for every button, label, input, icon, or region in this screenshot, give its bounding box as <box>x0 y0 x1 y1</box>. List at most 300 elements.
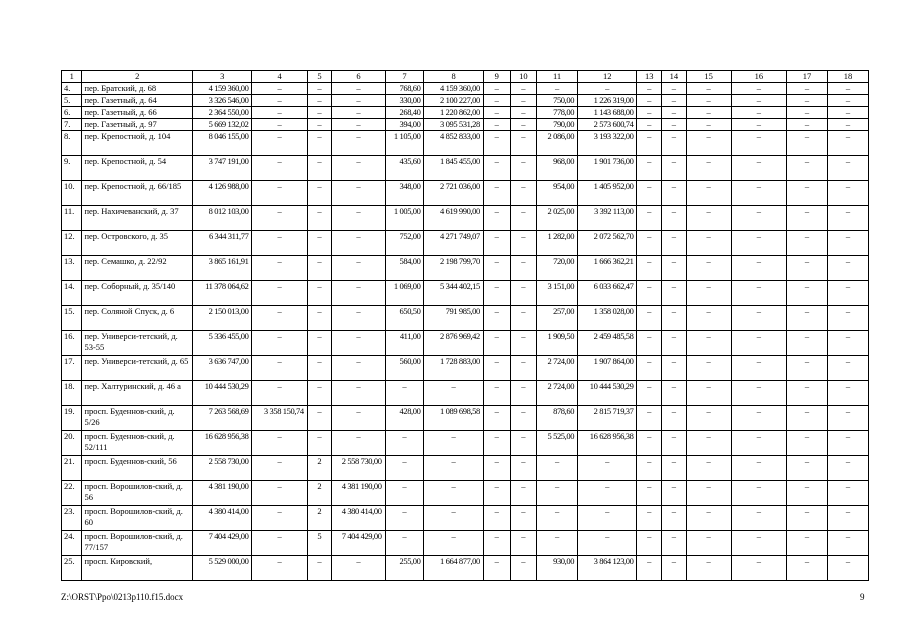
value-cell: – <box>786 95 827 107</box>
header-cell: 14 <box>662 71 687 83</box>
value-cell: – <box>637 83 662 95</box>
row-number-cell: 14. <box>62 281 82 306</box>
value-cell: 1 282,00 <box>537 231 578 256</box>
value-cell: – <box>786 131 827 156</box>
row-number-cell: 25. <box>62 556 82 581</box>
value-cell: 4 852 833,00 <box>424 131 483 156</box>
table-row <box>62 231 869 256</box>
header-cell: 3 <box>193 71 252 83</box>
value-cell: – <box>686 406 731 431</box>
value-cell: – <box>731 95 786 107</box>
header-cell: 2 <box>82 71 193 83</box>
value-cell: – <box>662 356 687 381</box>
value-cell: – <box>510 356 537 381</box>
value-cell: – <box>686 83 731 95</box>
value-cell: 954,00 <box>537 181 578 206</box>
value-cell: – <box>483 156 510 181</box>
value-cell: 3 193 322,00 <box>578 131 637 156</box>
value-cell: – <box>786 381 827 406</box>
value-cell: – <box>731 156 786 181</box>
value-cell: – <box>578 481 637 506</box>
value-cell: 2 815 719,37 <box>578 406 637 431</box>
header-cell: 17 <box>786 71 827 83</box>
value-cell: – <box>731 481 786 506</box>
value-cell: – <box>662 406 687 431</box>
address-cell: просп. Ворошилов-ский, д. 60 <box>82 506 193 531</box>
value-cell: – <box>510 381 537 406</box>
value-cell: – <box>307 306 332 331</box>
value-cell: – <box>637 181 662 206</box>
value-cell: – <box>307 356 332 381</box>
value-cell: – <box>731 119 786 131</box>
value-cell: – <box>483 431 510 456</box>
value-cell: – <box>786 556 827 581</box>
value-cell: 2 100 227,00 <box>424 95 483 107</box>
value-cell: 16 628 956,38 <box>578 431 637 456</box>
value-cell: – <box>731 231 786 256</box>
value-cell: 435,60 <box>385 156 424 181</box>
table-row <box>62 281 869 306</box>
value-cell: – <box>483 131 510 156</box>
row-number-cell: 13. <box>62 256 82 281</box>
value-cell: – <box>686 456 731 481</box>
value-cell: – <box>662 481 687 506</box>
value-cell: – <box>332 431 385 456</box>
address-cell: пер. Газетный, д. 64 <box>82 95 193 107</box>
value-cell: – <box>332 131 385 156</box>
value-cell: – <box>307 206 332 231</box>
value-cell: 2 558 730,00 <box>332 456 385 481</box>
value-cell: 2 072 562,70 <box>578 231 637 256</box>
value-cell: – <box>686 156 731 181</box>
value-cell: – <box>332 156 385 181</box>
header-cell: 13 <box>637 71 662 83</box>
table-row <box>62 481 869 506</box>
value-cell: – <box>637 306 662 331</box>
value-cell: 2 573 600,74 <box>578 119 637 131</box>
value-cell: – <box>578 83 637 95</box>
value-cell: – <box>786 256 827 281</box>
value-cell: 2 <box>307 481 332 506</box>
value-cell: 2 150 013,00 <box>193 306 252 331</box>
address-cell: пер. Крепостной, д. 104 <box>82 131 193 156</box>
row-number-cell: 24. <box>62 531 82 556</box>
value-cell: – <box>637 406 662 431</box>
address-cell: просп. Кировский, <box>82 556 193 581</box>
row-number-cell: 10. <box>62 181 82 206</box>
address-cell: просп. Ворошилов-ский, д. 77/157 <box>82 531 193 556</box>
value-cell: – <box>332 281 385 306</box>
value-cell: – <box>332 556 385 581</box>
value-cell: – <box>252 181 307 206</box>
value-cell: – <box>662 181 687 206</box>
value-cell: 7 404 429,00 <box>193 531 252 556</box>
address-cell: пер. Островского, д. 35 <box>82 231 193 256</box>
value-cell: – <box>827 181 868 206</box>
value-cell: – <box>731 331 786 356</box>
value-cell: 1 901 736,00 <box>578 156 637 181</box>
header-cell: 18 <box>827 71 868 83</box>
row-number-cell: 18. <box>62 381 82 406</box>
value-cell: 5 529 000,00 <box>193 556 252 581</box>
value-cell: – <box>510 431 537 456</box>
value-cell: – <box>510 556 537 581</box>
value-cell: – <box>731 381 786 406</box>
value-cell: – <box>637 107 662 119</box>
value-cell: – <box>662 231 687 256</box>
value-cell: – <box>510 406 537 431</box>
value-cell: – <box>537 83 578 95</box>
value-cell: – <box>786 119 827 131</box>
value-cell: – <box>786 431 827 456</box>
value-cell: – <box>686 231 731 256</box>
value-cell: 5 669 132,02 <box>193 119 252 131</box>
address-cell: пер. Газетный, д. 66 <box>82 107 193 119</box>
value-cell: 6 033 662,47 <box>578 281 637 306</box>
value-cell: – <box>731 107 786 119</box>
value-cell: – <box>637 131 662 156</box>
value-cell: – <box>662 456 687 481</box>
value-cell: – <box>686 506 731 531</box>
value-cell: – <box>307 556 332 581</box>
value-cell: – <box>385 456 424 481</box>
value-cell: 3 326 546,00 <box>193 95 252 107</box>
address-cell: просп. Буденнов-ский, 56 <box>82 456 193 481</box>
header-cell: 12 <box>578 71 637 83</box>
header-cell: 6 <box>332 71 385 83</box>
table-row <box>62 381 869 406</box>
value-cell: – <box>483 256 510 281</box>
value-cell: – <box>252 119 307 131</box>
value-cell: – <box>483 231 510 256</box>
value-cell: – <box>483 181 510 206</box>
value-cell: – <box>483 481 510 506</box>
value-cell: 1 220 862,00 <box>424 107 483 119</box>
value-cell: – <box>537 531 578 556</box>
address-cell: пер. Халтуринский, д. 46 а <box>82 381 193 406</box>
value-cell: – <box>332 306 385 331</box>
value-cell: – <box>483 506 510 531</box>
address-cell: пер. Газетный, д. 97 <box>82 119 193 131</box>
value-cell: – <box>252 431 307 456</box>
value-cell: – <box>827 83 868 95</box>
value-cell: 1 143 688,00 <box>578 107 637 119</box>
value-cell: – <box>686 256 731 281</box>
value-cell: – <box>731 431 786 456</box>
value-cell: 2 724,00 <box>537 356 578 381</box>
value-cell: – <box>332 95 385 107</box>
value-cell: 4 271 749,07 <box>424 231 483 256</box>
value-cell: 1 069,00 <box>385 281 424 306</box>
value-cell: – <box>307 181 332 206</box>
row-number-cell: 11. <box>62 206 82 231</box>
value-cell: – <box>637 331 662 356</box>
value-cell: – <box>637 95 662 107</box>
value-cell: – <box>686 531 731 556</box>
value-cell: – <box>827 531 868 556</box>
value-cell: – <box>483 83 510 95</box>
value-cell: 930,00 <box>537 556 578 581</box>
value-cell: – <box>637 431 662 456</box>
value-cell: 8 012 103,00 <box>193 206 252 231</box>
header-cell: 16 <box>731 71 786 83</box>
value-cell: – <box>827 107 868 119</box>
value-cell: 348,00 <box>385 181 424 206</box>
value-cell: – <box>483 95 510 107</box>
value-cell: – <box>637 381 662 406</box>
value-cell: 560,00 <box>385 356 424 381</box>
value-cell: – <box>786 206 827 231</box>
value-cell: 394,00 <box>385 119 424 131</box>
value-cell: – <box>662 256 687 281</box>
value-cell: 2 459 485,58 <box>578 331 637 356</box>
value-cell: 6 344 311,77 <box>193 231 252 256</box>
value-cell: – <box>731 256 786 281</box>
value-cell: – <box>827 456 868 481</box>
value-cell: – <box>686 481 731 506</box>
value-cell: 1 105,00 <box>385 131 424 156</box>
value-cell: – <box>827 306 868 331</box>
value-cell: – <box>827 506 868 531</box>
value-cell: – <box>510 83 537 95</box>
value-cell: – <box>662 156 687 181</box>
value-cell: – <box>686 556 731 581</box>
address-cell: пер. Нахичеванский, д. 37 <box>82 206 193 231</box>
row-number-cell: 20. <box>62 431 82 456</box>
value-cell: 2 198 799,70 <box>424 256 483 281</box>
row-number-cell: 4. <box>62 83 82 95</box>
value-cell: – <box>483 306 510 331</box>
value-cell: 4 380 414,00 <box>193 506 252 531</box>
value-cell: 3 095 531,28 <box>424 119 483 131</box>
value-cell: – <box>483 107 510 119</box>
value-cell: – <box>827 206 868 231</box>
value-cell: – <box>510 131 537 156</box>
header-cell: 9 <box>483 71 510 83</box>
value-cell: – <box>510 256 537 281</box>
value-cell: – <box>662 131 687 156</box>
value-cell: 268,40 <box>385 107 424 119</box>
table-row <box>62 131 869 156</box>
value-cell: – <box>637 481 662 506</box>
value-cell: – <box>252 131 307 156</box>
address-cell: просп. Ворошилов-ский, д. 56 <box>82 481 193 506</box>
value-cell: – <box>424 506 483 531</box>
value-cell: 7 404 429,00 <box>332 531 385 556</box>
value-cell: – <box>332 107 385 119</box>
value-cell: 768,60 <box>385 83 424 95</box>
value-cell: 3 864 123,00 <box>578 556 637 581</box>
value-cell: – <box>483 206 510 231</box>
value-cell: 2 364 550,00 <box>193 107 252 119</box>
value-cell: – <box>686 181 731 206</box>
value-cell: – <box>252 156 307 181</box>
value-cell: 1 845 455,00 <box>424 156 483 181</box>
value-cell: – <box>307 231 332 256</box>
value-cell: – <box>731 206 786 231</box>
value-cell: – <box>686 281 731 306</box>
value-cell: – <box>252 306 307 331</box>
address-cell: просп. Буденнов-ский, д. 5/26 <box>82 406 193 431</box>
value-cell: – <box>637 281 662 306</box>
value-cell: – <box>731 556 786 581</box>
value-cell: 968,00 <box>537 156 578 181</box>
value-cell: – <box>252 206 307 231</box>
value-cell: – <box>424 381 483 406</box>
value-cell: – <box>731 281 786 306</box>
value-cell: – <box>662 431 687 456</box>
value-cell: – <box>483 119 510 131</box>
value-cell: – <box>686 131 731 156</box>
value-cell: – <box>483 356 510 381</box>
value-cell: 10 444 530,29 <box>578 381 637 406</box>
value-cell: – <box>332 181 385 206</box>
value-cell: 255,00 <box>385 556 424 581</box>
value-cell: – <box>510 231 537 256</box>
footer-page-number: 9 <box>860 592 865 602</box>
value-cell: – <box>637 506 662 531</box>
value-cell: – <box>662 556 687 581</box>
value-cell: – <box>307 431 332 456</box>
value-cell: – <box>510 506 537 531</box>
table-row <box>62 107 869 119</box>
value-cell: 5 344 402,15 <box>424 281 483 306</box>
value-cell: 2 876 969,42 <box>424 331 483 356</box>
value-cell: 4 159 360,00 <box>193 83 252 95</box>
header-cell: 7 <box>385 71 424 83</box>
value-cell: – <box>786 231 827 256</box>
value-cell: – <box>731 83 786 95</box>
value-cell: – <box>686 306 731 331</box>
table-row <box>62 456 869 481</box>
address-cell: пер. Братский, д. 68 <box>82 83 193 95</box>
value-cell: 4 619 990,00 <box>424 206 483 231</box>
value-cell: – <box>252 256 307 281</box>
header-cell: 1 <box>62 71 82 83</box>
value-cell: – <box>686 95 731 107</box>
row-number-cell: 5. <box>62 95 82 107</box>
row-number-cell: 17. <box>62 356 82 381</box>
value-cell: – <box>686 381 731 406</box>
value-cell: 1 664 877,00 <box>424 556 483 581</box>
address-cell: пер. Соборный, д. 35/140 <box>82 281 193 306</box>
value-cell: – <box>385 481 424 506</box>
value-cell: – <box>827 356 868 381</box>
value-cell: – <box>662 281 687 306</box>
value-cell: – <box>307 107 332 119</box>
value-cell: 878,60 <box>537 406 578 431</box>
value-cell: – <box>332 231 385 256</box>
value-cell: – <box>662 306 687 331</box>
value-cell: – <box>686 206 731 231</box>
value-cell: – <box>307 119 332 131</box>
value-cell: – <box>307 156 332 181</box>
row-number-cell: 16. <box>62 331 82 356</box>
table-row <box>62 406 869 431</box>
value-cell: – <box>827 156 868 181</box>
row-number-cell: 19. <box>62 406 82 431</box>
value-cell: – <box>252 231 307 256</box>
value-cell: 3 358 150,74 <box>252 406 307 431</box>
value-cell: – <box>786 107 827 119</box>
value-cell: 2 <box>307 506 332 531</box>
value-cell: – <box>307 331 332 356</box>
value-cell: – <box>424 481 483 506</box>
value-cell: – <box>786 481 827 506</box>
value-cell: 4 126 988,00 <box>193 181 252 206</box>
value-cell: – <box>510 306 537 331</box>
value-cell: – <box>307 381 332 406</box>
table-row <box>62 531 869 556</box>
value-cell: – <box>827 331 868 356</box>
value-cell: – <box>578 506 637 531</box>
value-cell: – <box>637 556 662 581</box>
value-cell: – <box>537 481 578 506</box>
value-cell: – <box>637 356 662 381</box>
value-cell: 1 226 319,00 <box>578 95 637 107</box>
value-cell: – <box>827 281 868 306</box>
value-cell: – <box>827 431 868 456</box>
value-cell: – <box>483 331 510 356</box>
value-cell: – <box>537 456 578 481</box>
value-cell: 3 392 113,00 <box>578 206 637 231</box>
value-cell: – <box>332 256 385 281</box>
value-cell: – <box>483 406 510 431</box>
value-cell: – <box>662 119 687 131</box>
value-cell: 1 907 864,00 <box>578 356 637 381</box>
table-row <box>62 256 869 281</box>
value-cell: 720,00 <box>537 256 578 281</box>
value-cell: – <box>686 356 731 381</box>
value-cell: – <box>637 156 662 181</box>
header-cell: 8 <box>424 71 483 83</box>
value-cell: – <box>307 406 332 431</box>
value-cell: 2 721 036,00 <box>424 181 483 206</box>
table-row <box>62 306 869 331</box>
row-number-cell: 7. <box>62 119 82 131</box>
value-cell: 1 005,00 <box>385 206 424 231</box>
value-cell: 2 724,00 <box>537 381 578 406</box>
value-cell: – <box>483 556 510 581</box>
value-cell: – <box>786 181 827 206</box>
value-cell: – <box>483 381 510 406</box>
header-cell: 10 <box>510 71 537 83</box>
value-cell: – <box>662 83 687 95</box>
value-cell: 2 <box>307 456 332 481</box>
table-row <box>62 119 869 131</box>
value-cell: – <box>424 456 483 481</box>
header-row <box>62 71 869 83</box>
table-row <box>62 331 869 356</box>
value-cell: – <box>510 456 537 481</box>
value-cell: 790,00 <box>537 119 578 131</box>
value-cell: 650,50 <box>385 306 424 331</box>
value-cell: 3 747 191,00 <box>193 156 252 181</box>
value-cell: – <box>578 531 637 556</box>
value-cell: – <box>731 506 786 531</box>
address-cell: пер. Крепостной, д. 54 <box>82 156 193 181</box>
row-number-cell: 22. <box>62 481 82 506</box>
value-cell: 2 025,00 <box>537 206 578 231</box>
value-cell: 16 628 956,38 <box>193 431 252 456</box>
value-cell: 752,00 <box>385 231 424 256</box>
value-cell: – <box>385 506 424 531</box>
value-cell: – <box>827 119 868 131</box>
value-cell: – <box>731 406 786 431</box>
value-cell: 1 405 952,00 <box>578 181 637 206</box>
value-cell: 257,00 <box>537 306 578 331</box>
value-cell: – <box>637 206 662 231</box>
